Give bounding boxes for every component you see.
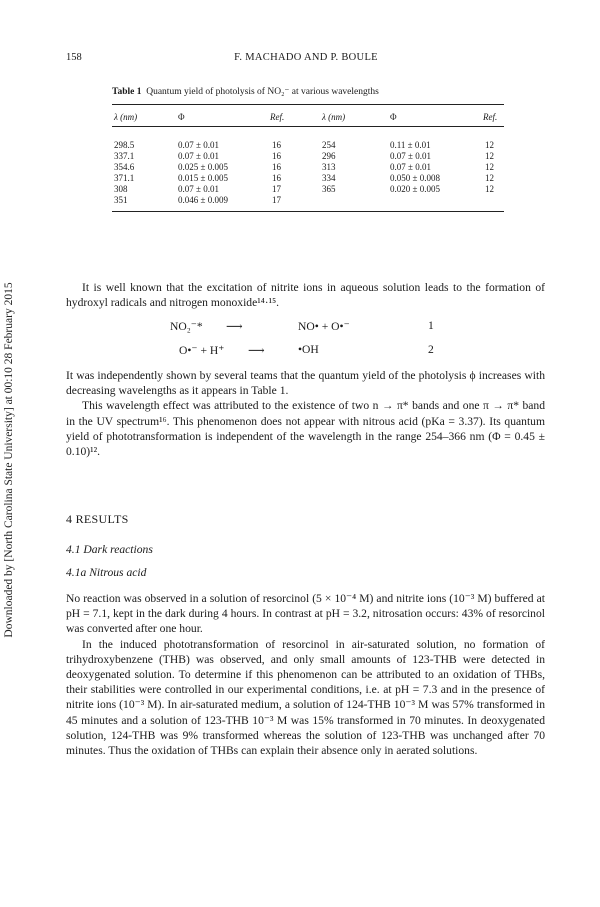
equation-2-arrow: ⟶ [248,344,265,357]
table-header-wavelength-2: λ (nm) [322,112,346,122]
table-cell: 354.6 [114,162,135,172]
table-cell: 0.025 ± 0.005 [178,162,228,172]
table-cell: 313 [322,162,336,172]
subsection-heading-nitrous-acid: 4.1a Nitrous acid [66,566,147,579]
wavelength-effect-text: This wavelength effect was attributed to the existence of two n → π* bands and one π → π* band in the UV spectrum¹⁶. This phenomenon does not appear with nitrous acid (pKa = 3.37). Its quantum yield of phototransformation is independent of the wavelength in the range 254–366 nm (Φ = 0.45 ± 0.10)¹². [66,399,545,459]
equation-1-right: NO• + O•⁻ [298,320,350,333]
table-cell: 334 [322,173,336,183]
table-cell: 371.1 [114,173,135,183]
wavelength-paragraph [66,368,545,459]
table-header-ref: Ref. [270,112,285,122]
table-cell: 0.07 ± 0.01 [390,151,431,161]
equation-2-right: •OH [298,343,319,356]
table-header-ref-2: Ref. [483,112,498,122]
section-heading-results: 4 RESULTS [66,512,129,526]
table-caption-text: Quantum yield of photolysis of NO₂⁻ at various wavelengths [146,87,379,97]
equation-2-number: 2 [428,343,434,356]
table-cell: 0.07 ± 0.01 [390,162,431,172]
table-cell: 17 [272,195,281,205]
table-cell: 12 [485,140,494,150]
wavelength-text: It was independently shown by several teams that the quantum yield of the photolysis ϕ increases with decreasing wavelengths as it appears in Table 1. [66,369,545,398]
equation-1-left: NO₂⁻* [170,320,203,333]
results-text-1: No reaction was observed in a solution of resorcinol (5 × 10⁻⁴ M) and nitrite ions (10⁻³ M) buffered at pH = 7.1, kept in the dark during 4 hours. In contrast at pH = 3.2, nitrosation occurs: 43% of resorcinol was converted after one hour. [66,592,545,636]
table-cell: 0.050 ± 0.008 [390,173,440,183]
table-top-rule [112,104,504,105]
table-cell: 0.046 ± 0.009 [178,195,228,205]
table-cell: 337.1 [114,151,135,161]
running-title: F. MACHADO AND P. BOULE [234,52,378,63]
download-note: Downloaded by [North Carolina State University] at 00:10 28 February 2015 [3,282,15,638]
table-cell: 12 [485,173,494,183]
table-header-phi: Φ [178,112,185,122]
download-sidebar [0,0,18,907]
table-caption [112,86,379,97]
table-cell: 0.07 ± 0.01 [178,151,219,161]
table-cell: 254 [322,140,336,150]
table-cell: 0.020 ± 0.005 [390,184,440,194]
table-cell: 12 [485,184,494,194]
equation-1-number: 1 [428,319,434,332]
table-cell: 17 [272,184,281,194]
table-cell: 0.015 ± 0.005 [178,173,228,183]
table-cell: 0.11 ± 0.01 [390,140,431,150]
subsection-heading-dark-reactions: 4.1 Dark reactions [66,543,153,556]
table-label: Table 1 [112,87,142,97]
table-cell: 351 [114,195,128,205]
table-cell: 16 [272,140,281,150]
intro-paragraph [66,280,545,310]
table-cell: 16 [272,173,281,183]
table-cell: 16 [272,151,281,161]
equation-2-left: O•⁻ + H⁺ [179,344,225,357]
page-number: 158 [66,52,82,63]
table-bottom-rule [112,211,504,212]
table-header-phi-2: Φ [390,112,397,122]
table-header-rule [112,126,504,127]
table-cell: 0.07 ± 0.01 [178,184,219,194]
results-text-2: In the induced phototransformation of resorcinol in air-saturated solution, no formation of trihydroxybenzene (THB) was observed, and only small amounts of 123-THB were detected in deoxygenated solution. To determine if this phenomenon can be attributed to an oxidation of THBs, their stabilities were controlled in our experimental conditions, i.e. at pH = 7.3 and in the presence of nitrite ions (10⁻³ M). In air-saturated medium, a solution of 124-THB 10⁻³ M was 57% transformed in 45 minutes and a solution of 123-THB 10⁻³ M was 15% transformed in 70 minutes. In deoxygenated solution, 124-THB was 9% transformed whereas the solution of 123-THB was unchanged after 70 minutes. Thus the oxidation of THBs can explain their absence only in aerated solutions. [66,637,545,758]
table-cell: 12 [485,151,494,161]
table-cell: 308 [114,184,128,194]
table-cell: 298.5 [114,140,135,150]
table-cell: 296 [322,151,336,161]
table-header-wavelength: λ (nm) [114,112,138,122]
table-cell: 365 [322,184,336,194]
table-cell: 0.07 ± 0.01 [178,140,219,150]
equation-1-arrow: ⟶ [226,320,243,333]
table-cell: 16 [272,162,281,172]
results-paragraph [66,591,545,758]
intro-text: It is well known that the excitation of nitrite ions in aqueous solution leads to the formation of hydroxyl radicals and nitrogen monoxide¹⁴·¹⁵. [66,281,545,310]
table-cell: 12 [485,162,494,172]
